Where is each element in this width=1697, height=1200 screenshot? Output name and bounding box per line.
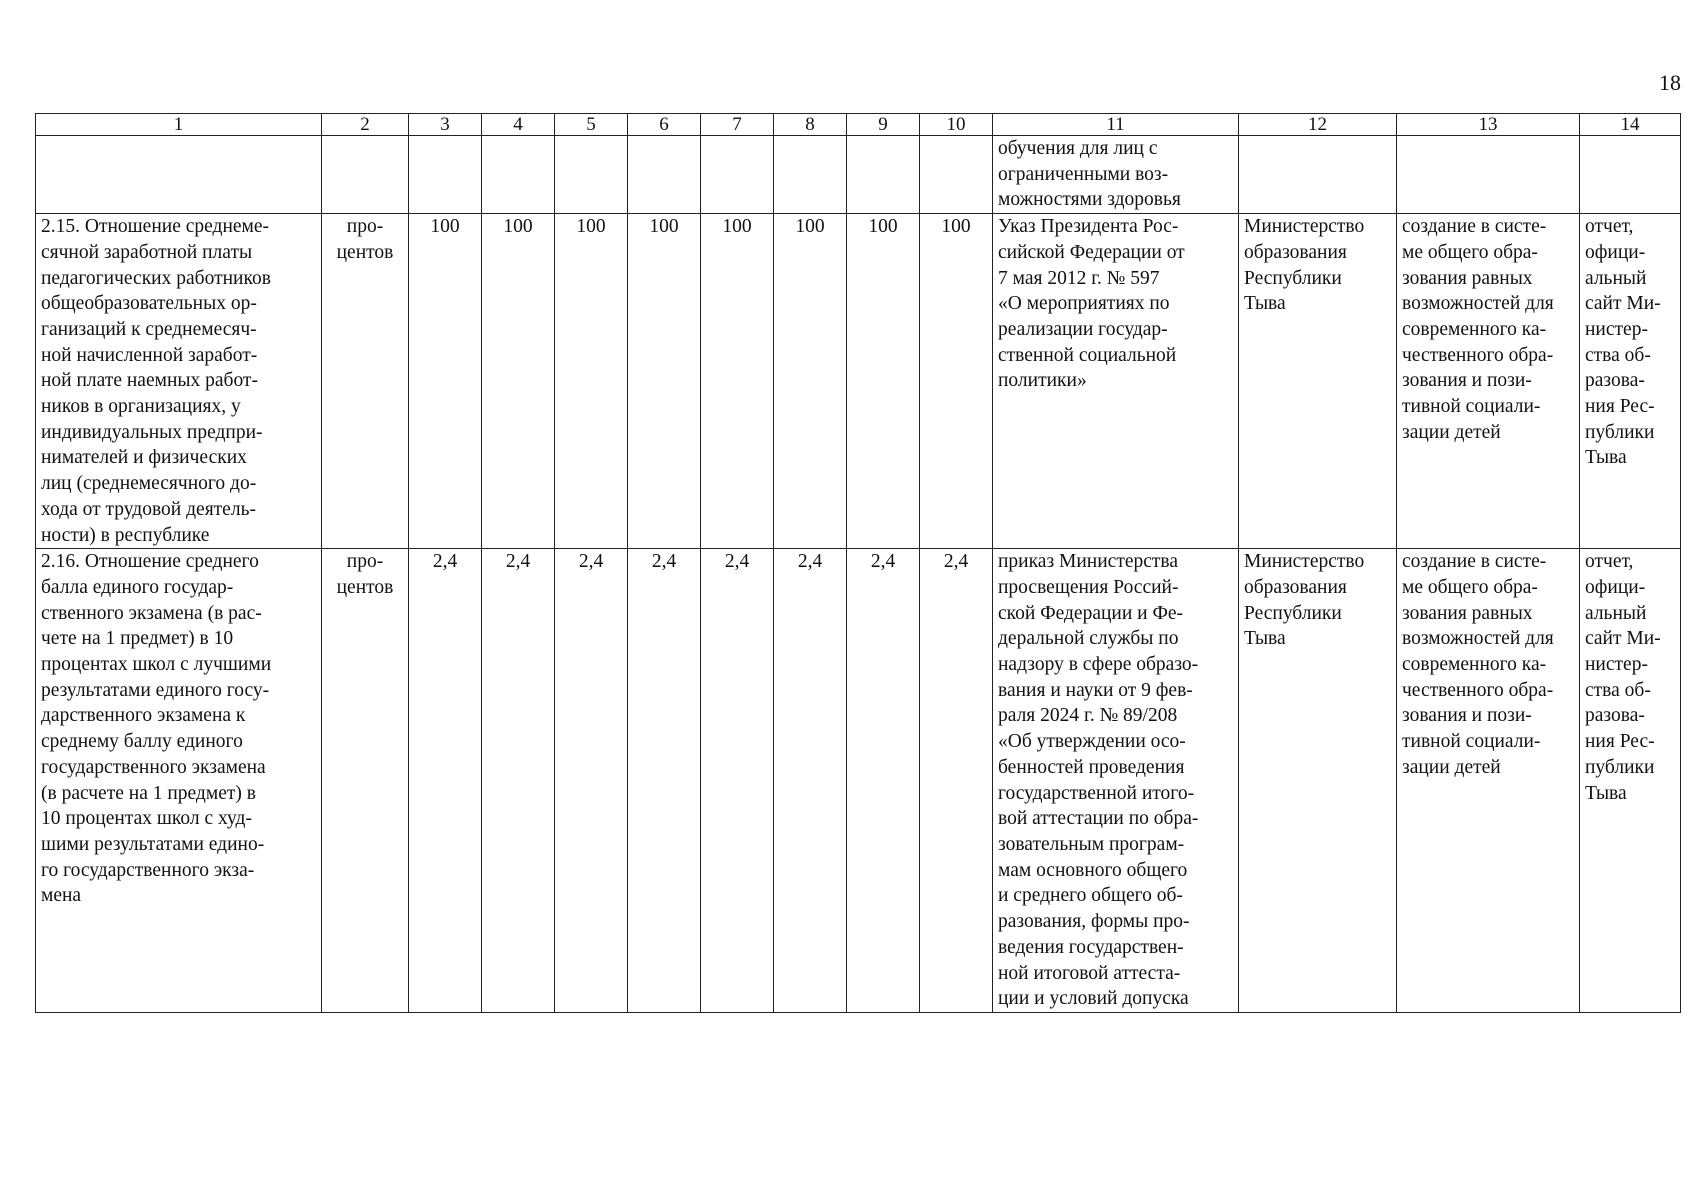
value-cell: 100 bbox=[555, 214, 628, 549]
value-cell bbox=[920, 136, 993, 214]
value-cell: 2,4 bbox=[482, 549, 555, 1013]
value-cell: 2,4 bbox=[701, 549, 774, 1013]
source-cell bbox=[1580, 136, 1681, 214]
column-header: 1 bbox=[36, 114, 322, 136]
value-cell: 100 bbox=[482, 214, 555, 549]
column-header: 3 bbox=[409, 114, 482, 136]
table-row bbox=[36, 214, 1681, 549]
indicator-name-cell: 2.15. Отношение среднеме- сячной заработной платы педагогических работников общеобразовательных ор- ганизаций к среднемесяч- ной начисленной заработ- ной плате наемных работ- ников в организациях, у индивидуальных предпри- нимателей и физических лиц (среднемесячного до- хода от трудовой деятель- ности) в республике bbox=[36, 214, 322, 549]
column-header: 12 bbox=[1239, 114, 1397, 136]
column-header: 9 bbox=[847, 114, 920, 136]
unit-cell: про- центов bbox=[322, 214, 409, 549]
value-cell bbox=[847, 136, 920, 214]
responsible-cell bbox=[1239, 136, 1397, 214]
value-cell: 100 bbox=[847, 214, 920, 549]
column-header: 10 bbox=[920, 114, 993, 136]
column-header: 13 bbox=[1397, 114, 1580, 136]
value-cell bbox=[555, 136, 628, 214]
column-header: 2 bbox=[322, 114, 409, 136]
indicator-name-cell: 2.16. Отношение среднего балла единого государ- ственного экзамена (в рас- чете на 1 предмет) в 10 процентах школ с лучшими результатами единого госу- дарственного экзамена к среднему баллу единого государственного экзамена (в расчете на 1 предмет) в 10 процентах школ с худ- шими результатами едино- го государственного экза- мена bbox=[36, 549, 322, 1013]
value-cell bbox=[409, 136, 482, 214]
column-header: 8 bbox=[774, 114, 847, 136]
indicators-table bbox=[35, 113, 1681, 1013]
value-cell: 100 bbox=[628, 214, 701, 549]
column-header: 4 bbox=[482, 114, 555, 136]
value-cell bbox=[628, 136, 701, 214]
value-cell: 100 bbox=[774, 214, 847, 549]
column-header: 11 bbox=[993, 114, 1239, 136]
value-cell: 2,4 bbox=[409, 549, 482, 1013]
legal-basis-cell: обучения для лиц с ограниченными воз- можностями здоровья bbox=[993, 136, 1239, 214]
legal-basis-cell: Указ Президента Рос- сийской Федерации от 7 мая 2012 г. № 597 «О мероприятиях по реализации государ- ственной социальной политики» bbox=[993, 214, 1239, 549]
responsible-cell: Министерство образования Республики Тыва bbox=[1239, 549, 1397, 1013]
value-cell bbox=[482, 136, 555, 214]
value-cell bbox=[701, 136, 774, 214]
source-cell: отчет, офици- альный сайт Ми- нистер- ства об- разова- ния Рес- публики Тыва bbox=[1580, 214, 1681, 549]
unit-cell: про- центов bbox=[322, 549, 409, 1013]
value-cell: 2,4 bbox=[920, 549, 993, 1013]
value-cell: 100 bbox=[409, 214, 482, 549]
responsible-cell: Министерство образования Республики Тыва bbox=[1239, 214, 1397, 549]
expected-result-cell bbox=[1397, 136, 1580, 214]
value-cell: 2,4 bbox=[774, 549, 847, 1013]
column-number-row bbox=[36, 114, 1681, 136]
column-header: 6 bbox=[628, 114, 701, 136]
column-header: 7 bbox=[701, 114, 774, 136]
unit-cell bbox=[322, 136, 409, 214]
page-number: 18 bbox=[1659, 70, 1681, 95]
value-cell: 2,4 bbox=[847, 549, 920, 1013]
table-row bbox=[36, 549, 1681, 1013]
source-cell: отчет, офици- альный сайт Ми- нистер- ства об- разова- ния Рес- публики Тыва bbox=[1580, 549, 1681, 1013]
value-cell: 2,4 bbox=[628, 549, 701, 1013]
value-cell: 100 bbox=[920, 214, 993, 549]
value-cell: 100 bbox=[701, 214, 774, 549]
column-header: 14 bbox=[1580, 114, 1681, 136]
indicator-name-cell bbox=[36, 136, 322, 214]
expected-result-cell: создание в систе- ме общего обра- зования равных возможностей для современного ка- чественного обра- зования и пози- тивной социали- зации детей bbox=[1397, 549, 1580, 1013]
legal-basis-cell: приказ Министерства просвещения Россий- ской Федерации и Фе- деральной службы по надзору в сфере образо- вания и науки от 9 фев- раля 2024 г. № 89/208 «Об утверждении осо- бенностей проведения государственной итого- вой аттестации по обра- зовательным програм- мам основного общего и среднего общего об- разования, формы про- ведения государствен- ной итоговой аттеста- ции и условий допуска bbox=[993, 549, 1239, 1013]
value-cell bbox=[774, 136, 847, 214]
value-cell: 2,4 bbox=[555, 549, 628, 1013]
table-row bbox=[36, 136, 1681, 214]
expected-result-cell: создание в систе- ме общего обра- зования равных возможностей для современного ка- чественного обра- зования и пози- тивной социали- зации детей bbox=[1397, 214, 1580, 549]
column-header: 5 bbox=[555, 114, 628, 136]
